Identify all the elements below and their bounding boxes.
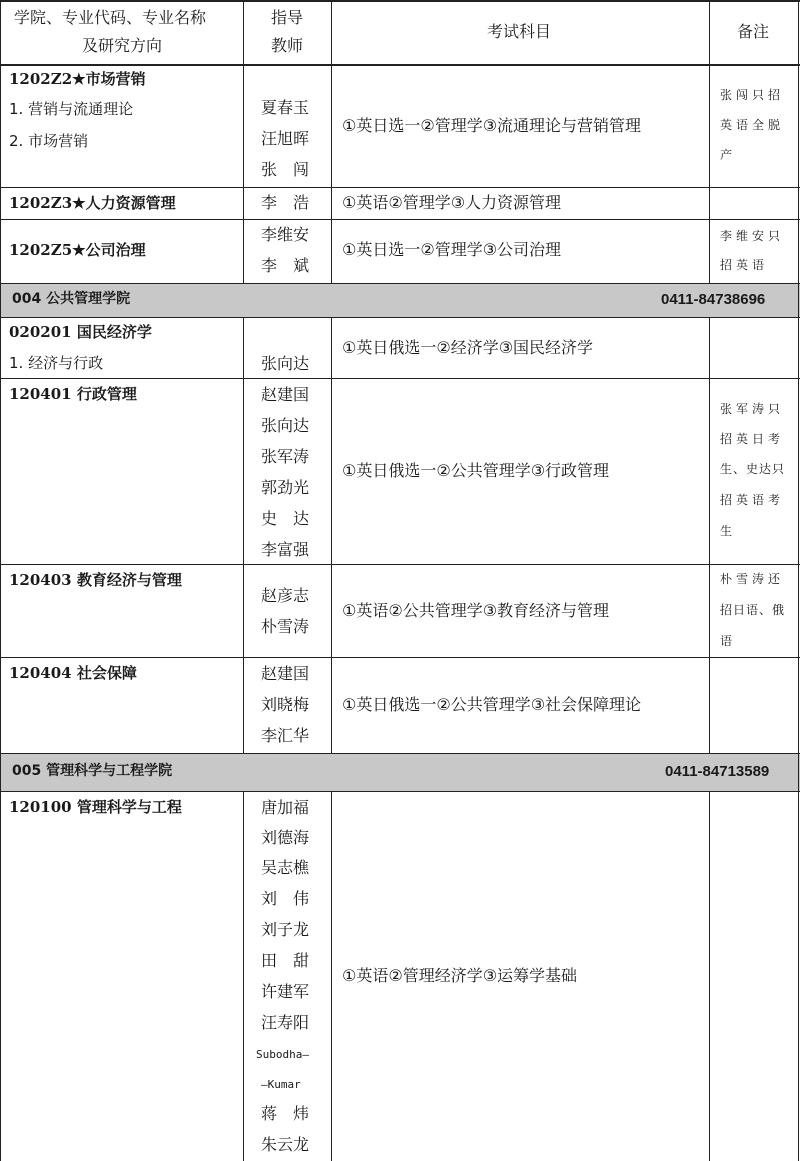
advisor-name: 刘子龙	[261, 920, 310, 939]
section-title: 005 管理科学与工程学院	[12, 763, 173, 779]
rule	[243, 317, 244, 753]
major-name: 1202Z2★市场营销	[9, 70, 146, 88]
rule	[331, 317, 332, 753]
header-col3: 考试科目	[487, 22, 552, 41]
major-name: 020201 国民经济学	[9, 323, 152, 341]
rule	[0, 187, 800, 188]
advisor-name: 刘德海	[261, 828, 310, 847]
advisor-name: 张向达	[261, 416, 310, 435]
advisor-name: 李汇华	[261, 726, 310, 745]
rule	[331, 791, 332, 1161]
remark-line: 招英语考	[720, 493, 785, 507]
advisor-name: 朴雪涛	[261, 617, 310, 636]
advisor-name: 汪寿阳	[261, 1013, 310, 1032]
advisor-name: 朱云龙	[261, 1135, 310, 1154]
remark-line: 张闯只招	[720, 88, 785, 102]
rule	[243, 791, 244, 1161]
advisor-name: 史 达	[261, 509, 310, 528]
rule	[243, 0, 244, 283]
rule	[0, 317, 800, 318]
rule	[0, 564, 800, 565]
rule	[709, 0, 710, 283]
exam-subjects: ①英日俄选一②公共管理学③社会保障理论	[342, 695, 642, 714]
rule	[0, 378, 800, 379]
advisor-name: 李 浩	[261, 193, 310, 212]
major-name: 120403 教育经济与管理	[9, 571, 182, 589]
advisor-name: 唐加福	[261, 798, 310, 817]
remark-line: 招英日考	[720, 432, 785, 446]
exam-subjects: ①英语②公共管理学③教育经济与管理	[342, 601, 610, 620]
advisor-name: Subodha—	[256, 1048, 309, 1061]
remark-line: 朴雪涛还	[720, 572, 785, 586]
rule	[0, 791, 800, 792]
major-name: 120404 社会保障	[9, 664, 137, 682]
advisor-name: 李 斌	[261, 256, 310, 275]
rule	[0, 283, 800, 284]
research-direction: 1. 营销与流通理论	[9, 100, 134, 118]
exam-subjects: ①英语②管理学③人力资源管理	[342, 193, 562, 212]
major-name: 120401 行政管理	[9, 385, 137, 403]
exam-subjects: ①英日俄选一②公共管理学③行政管理	[342, 461, 610, 480]
advisor-name: 赵彦志	[261, 586, 310, 605]
header-col2-line1: 指导	[271, 8, 304, 27]
advisor-name: 李维安	[261, 225, 310, 244]
rule	[798, 0, 799, 1161]
advisor-name: 郭劲光	[261, 478, 310, 497]
advisor-name: 汪旭晖	[261, 129, 310, 148]
remark-line: 招英语	[720, 258, 769, 272]
section-phone: 0411-84738696	[661, 291, 766, 308]
major-name: 1202Z3★人力资源管理	[9, 194, 176, 212]
advisor-name: 张军涛	[261, 447, 310, 466]
exam-subjects: ①英日选一②管理学③流通理论与营销管理	[342, 116, 642, 135]
remark-line: 语	[720, 634, 737, 648]
advisor-name: 田 甜	[261, 951, 310, 970]
remark-line: 李维安只	[720, 229, 785, 243]
advisor-name: 张 闯	[261, 160, 310, 179]
exam-subjects: ①英语②管理经济学③运筹学基础	[342, 966, 578, 985]
advisor-name: 刘晓梅	[261, 695, 310, 714]
header-col1-line1: 学院、专业代码、专业名称	[14, 8, 207, 27]
rule	[0, 219, 800, 220]
advisor-name: 张向达	[261, 354, 310, 373]
remark-line: 英语全脱	[720, 118, 785, 132]
advisor-name: 蒋 炜	[261, 1104, 310, 1123]
rule	[331, 0, 332, 283]
section-title: 004 公共管理学院	[12, 291, 131, 307]
remark-line: 生、史达只	[720, 462, 786, 476]
rule	[709, 317, 710, 753]
remark-line: 张军涛只	[720, 402, 785, 416]
exam-subjects: ①英日俄选一②经济学③国民经济学	[342, 338, 594, 357]
rule	[0, 753, 800, 754]
remark-line: 生	[720, 524, 737, 538]
header-col1-line2: 及研究方向	[82, 36, 163, 55]
rule	[0, 0, 1, 1161]
rule	[709, 791, 710, 1161]
advisor-name: 赵建国	[261, 664, 310, 683]
major-name: 1202Z5★公司治理	[9, 241, 146, 259]
rule	[0, 657, 800, 658]
advisor-name: 刘 伟	[261, 889, 310, 908]
major-name: 120100 管理科学与工程	[9, 798, 182, 816]
advisor-name: —Kumar	[261, 1078, 301, 1091]
header-col2-line2: 教师	[271, 36, 304, 55]
advisor-name: 吴志樵	[261, 858, 310, 877]
advisor-name: 许建军	[261, 982, 310, 1001]
rule	[0, 0, 800, 2]
section-phone: 0411-84713589	[665, 763, 770, 780]
header-col4: 备注	[737, 22, 770, 41]
exam-subjects: ①英日选一②管理学③公司治理	[342, 240, 562, 259]
research-direction: 2. 市场营销	[9, 132, 89, 150]
advisor-name: 赵建国	[261, 385, 310, 404]
remark-line: 产	[720, 148, 737, 162]
advisor-name: 李富强	[261, 540, 310, 559]
rule	[0, 64, 800, 66]
advisor-name: 夏春玉	[261, 98, 310, 117]
research-direction: 1. 经济与行政	[9, 354, 104, 372]
remark-line: 招日语、俄	[720, 603, 786, 617]
